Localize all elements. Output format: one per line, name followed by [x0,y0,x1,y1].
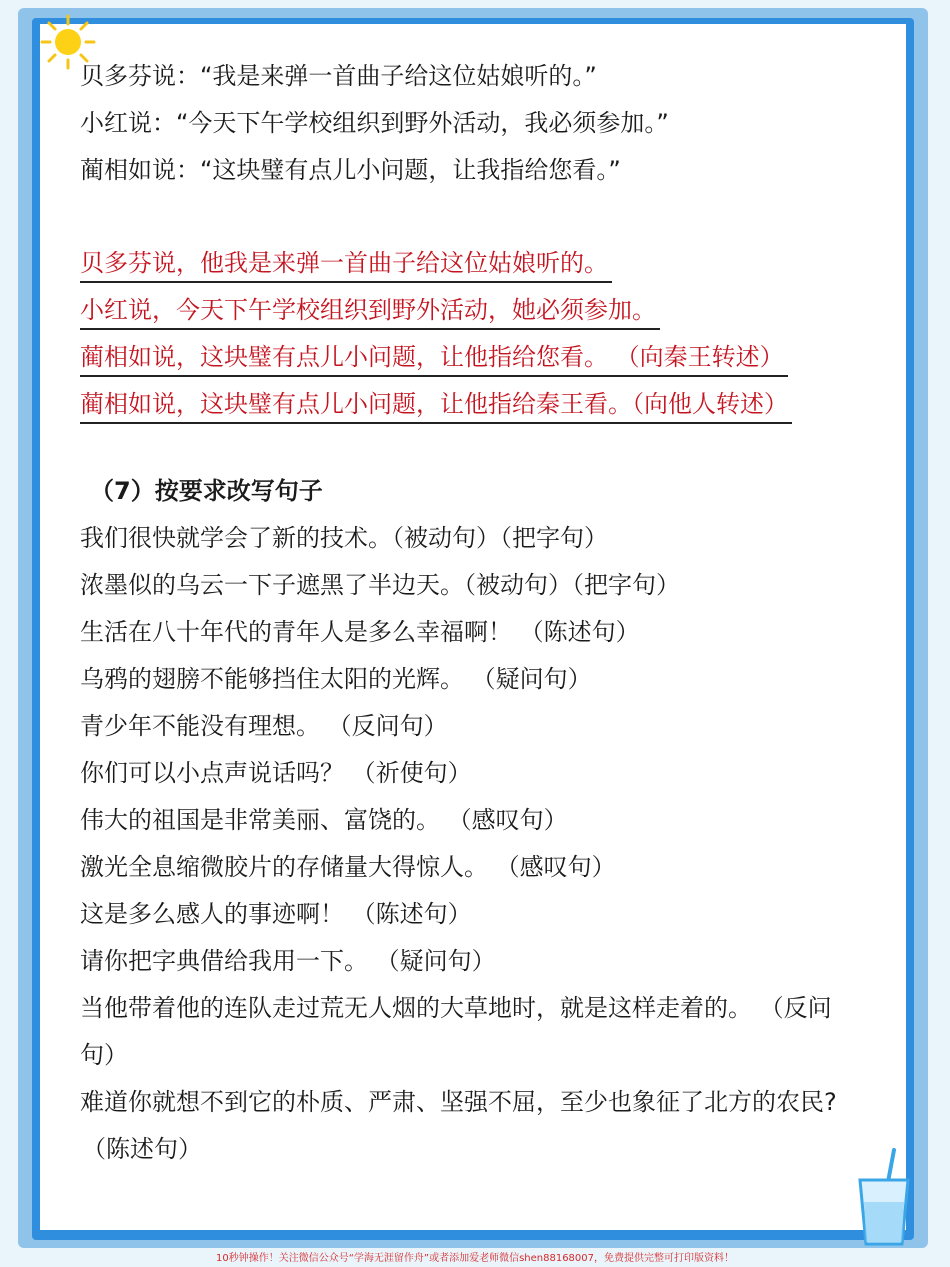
section-title: （7）按要求改写句子 [90,477,323,505]
exercise-line: （陈述句） [82,1135,202,1163]
exercise-line: 激光全息缩微胶片的存储量大得惊人。 （感叹句） [80,853,616,881]
exercise-line: 请你把字典借给我用一下。 （疑问句） [80,947,496,975]
answer-line: 蔺相如说，这块璧有点儿小问题，让他指给您看。 （向秦王转述） [80,339,788,377]
exercise-line: 浓墨似的乌云一下子遮黑了半边天。（被动句）（把字句） [80,571,680,599]
answer-line: 蔺相如说，这块璧有点儿小问题，让他指给秦王看。（向他人转述） [80,386,792,424]
exercise-line: 我们很快就学会了新的技术。（被动句）（把字句） [80,524,608,552]
exercise-line: 生活在八十年代的青年人是多么幸福啊！ （陈述句） [80,618,640,646]
exercise-line: 难道你就想不到它的朴质、严肃、坚强不屈，至少也象征了北方的农民? [80,1088,837,1116]
quote-line: 蔺相如说：“这块璧有点儿小问题，让我指给您看。” [80,156,621,184]
exercise-line: 青少年不能没有理想。 （反问句） [80,712,448,740]
exercise-line: 句） [80,1041,128,1069]
footer-notice: 10秒钟操作！关注微信公众号“学海无涯留作舟”或者添加爱老师微信shen88168007，免费提供完整可打印版资料！ [215,1253,735,1264]
exercise-line: 这是多么感人的事迹啊！ （陈述句） [80,900,472,928]
quote-line: 小红说：“今天下午学校组织到野外活动，我必须参加。” [80,109,669,137]
answer-line: 贝多芬说，他我是来弹一首曲子给这位姑娘听的。 [80,245,612,283]
exercise-line: 你们可以小点声说话吗？ （祈使句） [80,759,472,787]
quote-line: 贝多芬说：“我是来弹一首曲子给这位姑娘听的。” [80,62,597,90]
exercise-line: 伟大的祖国是非常美丽、富饶的。 （感叹句） [80,806,568,834]
exercise-line: 乌鸦的翅膀不能够挡住太阳的光辉。 （疑问句） [80,665,592,693]
worksheet-content [80,56,880,1176]
exercise-line: 当他带着他的连队走过荒无人烟的大草地时，就是这样走着的。 （反问 [80,994,832,1022]
answer-line: 小红说，今天下午学校组织到野外活动，她必须参加。 [80,292,660,330]
